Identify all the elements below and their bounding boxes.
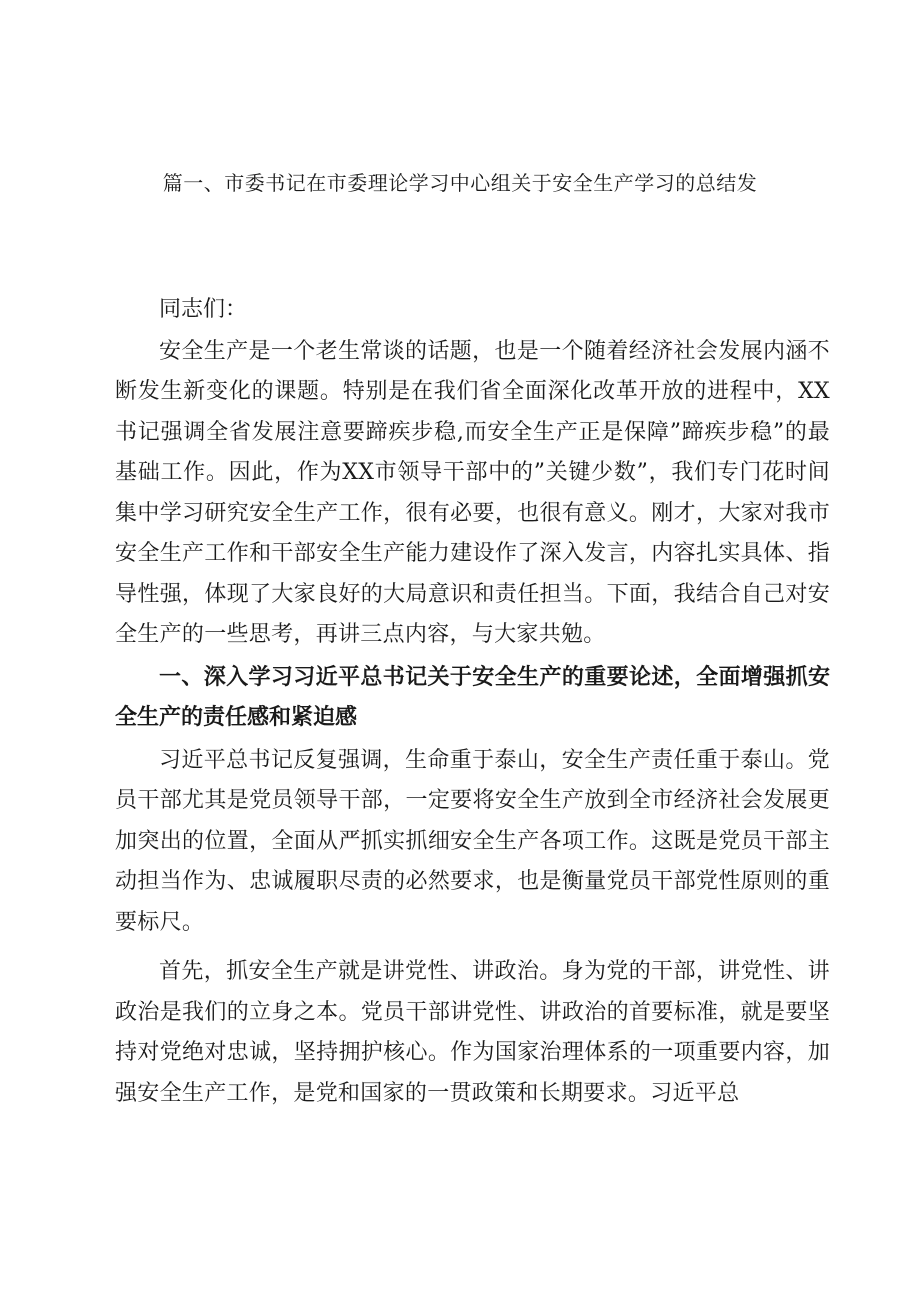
document-title: 篇一、市委书记在市委理论学习中心组关于安全生产学习的总结发: [162, 171, 758, 195]
section-1-paragraph-1: 习近平总书记反复强调，生命重于泰山，安全生产责任重于泰山。党员干部尤其是党员领导干部，一定要将安全生产放到全市经济社会发展更加突出的位置，全面从严抓实抓细安全生产各项工作。这既是党员干部主动担当作为、忠诚履职尽责的必然要求，也是衡量党员干部党性原则的重要标尺。: [115, 747, 830, 935]
greeting: 同志们：: [159, 297, 248, 322]
document-body: [115, 290, 830, 1114]
intro-paragraph: 安全生产是一个老生常谈的话题，也是一个随着经济社会发展内涵不断发生新变化的课题。特别是在我们省全面深化改革开放的进程中，XX书记强调全省发展注意要蹄疾步稳,而安全生产正是保障”蹄疾步稳”的最基础工作。因此，作为XX市领导干部中的”关键少数”，我们专门花时间集中学习研究安全生产工作，很有必要，也很有意义。刚才，大家对我市安全生产工作和干部安全生产能力建设作了深入发言，内容扎实具体、指导性强，体现了大家良好的大局意识和责任担当。下面，我结合自己对安全生产的一些思考，再讲三点内容，与大家共勉。: [115, 338, 830, 647]
section-heading-1: 一、深入学习习近平总书记关于安全生产的重要论述，全面增强抓安全生产的责任感和紧迫感: [115, 664, 830, 730]
paragraph-spacer: [115, 943, 830, 952]
section-1-paragraph-2: 首先，抓安全生产就是讲党性、讲政治。身为党的干部，讲党性、讲政治是我们的立身之本。党员干部讲党性、讲政治的首要标准，就是要坚持对党绝对忠诚，坚持拥护核心。作为国家治理体系的一项重要内容，加强安全生产工作，是党和国家的一贯政策和长期要求。习近平总: [115, 959, 830, 1106]
